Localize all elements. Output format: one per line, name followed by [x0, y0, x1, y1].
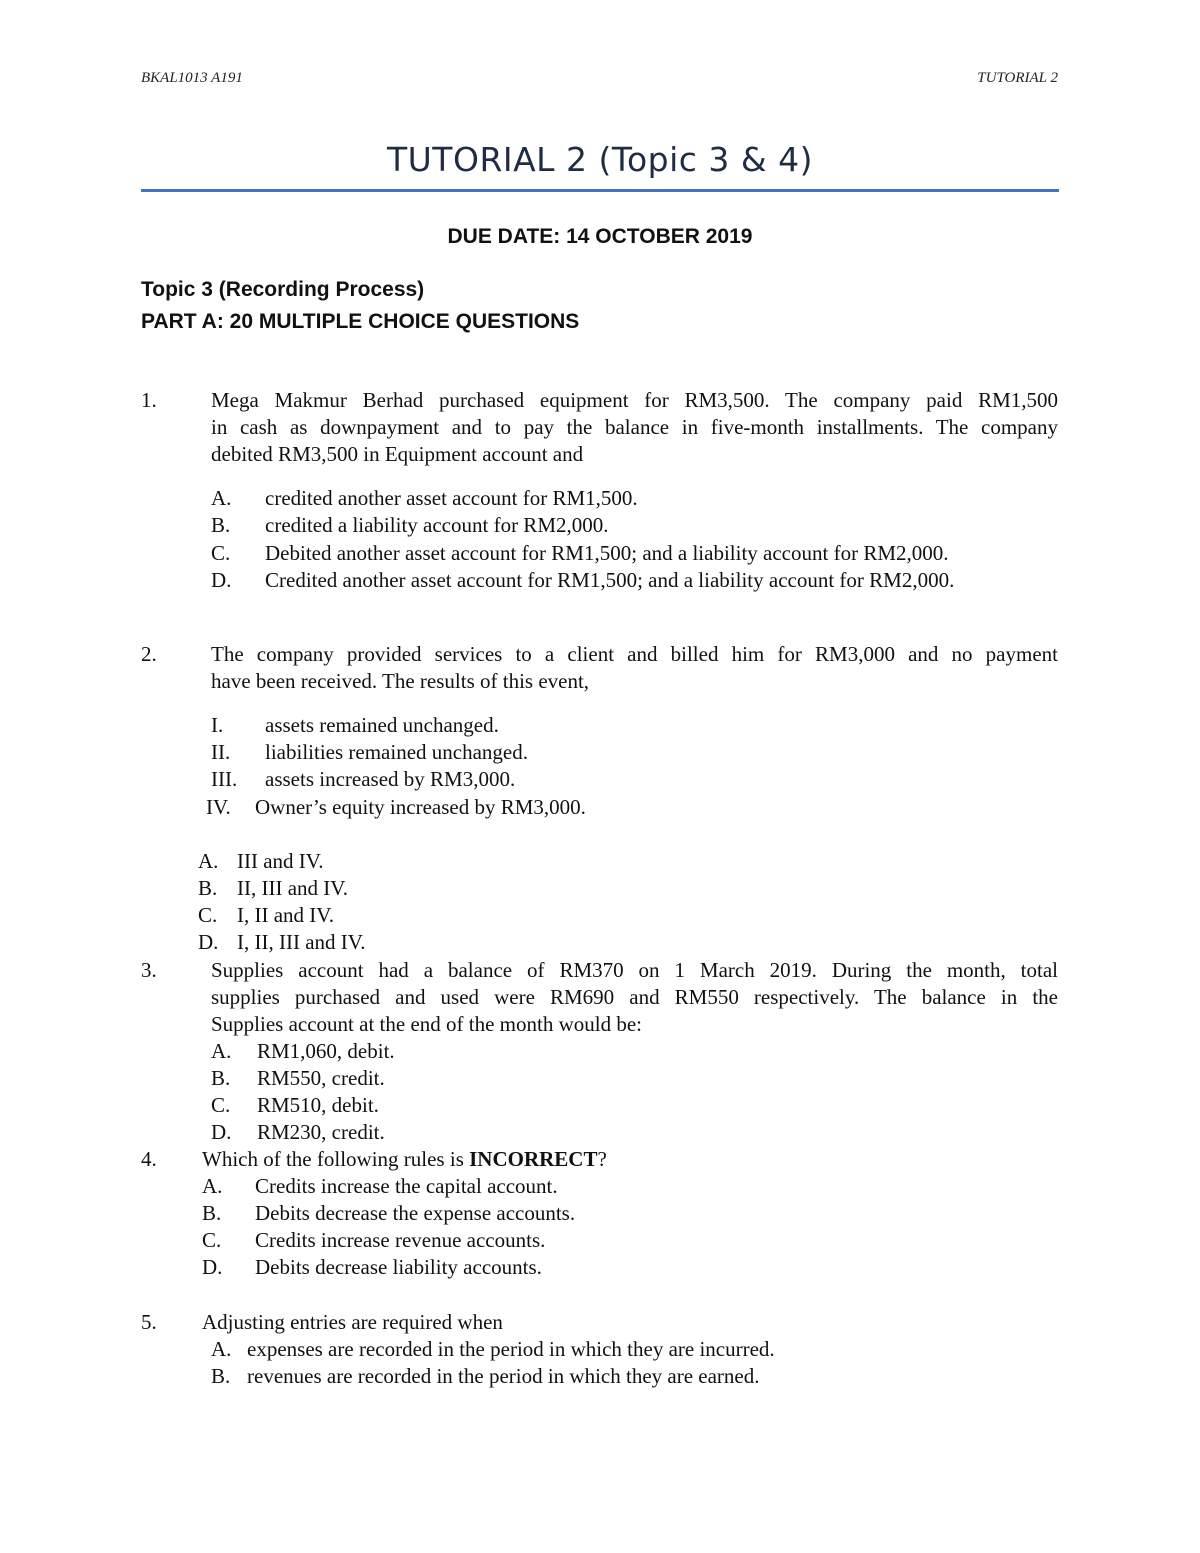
question-stem	[211, 957, 1058, 1038]
option-letter: D.	[202, 1255, 223, 1279]
stem-line: in cash as downpayment and to pay the balance in five-month installments. The company	[211, 415, 1058, 439]
option-text: III and IV.	[237, 849, 324, 873]
option-letter: A.	[198, 849, 219, 873]
option-text: I, II and IV.	[237, 903, 335, 927]
title-underline	[141, 189, 1059, 192]
option-letter: C.	[211, 541, 231, 565]
option-letter: D.	[211, 568, 232, 592]
option-letter: B.	[211, 1066, 231, 1090]
option-text: I, II, III and IV.	[237, 930, 366, 954]
stem-emphasis: INCORRECT	[469, 1147, 598, 1171]
question-number: 2.	[141, 642, 157, 666]
option-text: Debits decrease the expense accounts.	[255, 1201, 576, 1225]
option-letter: A.	[202, 1174, 223, 1198]
statement-text: Owner’s equity increased by RM3,000.	[255, 795, 586, 819]
option-letter: A.	[211, 1337, 232, 1361]
option-letter: C.	[198, 903, 218, 927]
question-stem	[211, 641, 1058, 695]
option-letter: B.	[211, 1364, 231, 1388]
option-letter: D.	[198, 930, 219, 954]
statement-numeral: I.	[211, 713, 224, 737]
option-text: RM1,060, debit.	[257, 1039, 395, 1063]
option-text: Credited another asset account for RM1,500; and a liability account for RM2,000.	[265, 568, 955, 592]
due-date: DUE DATE: 14 OCTOBER 2019	[447, 225, 753, 248]
statement-text: assets increased by RM3,000.	[265, 767, 516, 791]
page-title: TUTORIAL 2 (Topic 3 & 4)	[387, 140, 813, 179]
stem-line: Supplies account had a balance of RM370 on 1 March 2019. During the month, total	[211, 958, 1058, 982]
option-text: Credits increase the capital account.	[255, 1174, 558, 1198]
option-text: Debits decrease liability accounts.	[255, 1255, 542, 1279]
question-number: 3.	[141, 958, 157, 982]
statement-numeral: III.	[211, 767, 238, 791]
option-letter: A.	[211, 486, 232, 510]
option-letter: C.	[211, 1093, 231, 1117]
option-letter: C.	[202, 1228, 222, 1252]
option-text: RM510, debit.	[257, 1093, 379, 1117]
part-heading: PART A: 20 MULTIPLE CHOICE QUESTIONS	[141, 310, 580, 333]
option-text: RM230, credit.	[257, 1120, 385, 1144]
stem-line: Supplies account at the end of the month would be:	[211, 1012, 642, 1036]
statement-text: assets remained unchanged.	[265, 713, 499, 737]
question-number: 1.	[141, 388, 157, 412]
option-text: Credits increase revenue accounts.	[255, 1228, 546, 1252]
option-text: credited another asset account for RM1,500.	[265, 486, 638, 510]
header-tutorial-label: TUTORIAL 2	[977, 70, 1058, 86]
option-letter: B.	[202, 1201, 222, 1225]
option-letter: B.	[198, 876, 218, 900]
question-stem	[202, 1146, 607, 1173]
option-text: credited a liability account for RM2,000.	[265, 513, 609, 537]
option-text: revenues are recorded in the period in which they are earned.	[247, 1364, 760, 1388]
statement-text: liabilities remained unchanged.	[265, 740, 528, 764]
stem-line: have been received. The results of this event,	[211, 669, 590, 693]
stem-line: supplies purchased and used were RM690 and RM550 respectively. The balance in the	[211, 985, 1058, 1009]
question-stem: Adjusting entries are required when	[202, 1310, 503, 1334]
statement-numeral: IV.	[206, 795, 231, 819]
option-letter: D.	[211, 1120, 232, 1144]
question-stem	[211, 387, 1058, 468]
statement-numeral: II.	[211, 740, 231, 764]
option-text: RM550, credit.	[257, 1066, 385, 1090]
header-course-code: BKAL1013 A191	[141, 70, 243, 86]
topic-heading: Topic 3 (Recording Process)	[141, 278, 425, 301]
option-text: expenses are recorded in the period in which they are incurred.	[247, 1337, 775, 1361]
stem-line: Mega Makmur Berhad purchased equipment for RM3,500. The company paid RM1,500	[211, 388, 1058, 412]
question-number: 4.	[141, 1147, 157, 1171]
stem-text-end: ?	[597, 1147, 607, 1171]
stem-line: debited RM3,500 in Equipment account and	[211, 442, 584, 466]
option-letter: B.	[211, 513, 231, 537]
option-letter: A.	[211, 1039, 232, 1063]
question-number: 5.	[141, 1310, 157, 1334]
option-text: Debited another asset account for RM1,500; and a liability account for RM2,000.	[265, 541, 949, 565]
stem-text: Which of the following rules is	[202, 1147, 470, 1171]
option-text: II, III and IV.	[237, 876, 348, 900]
stem-line: The company provided services to a client and billed him for RM3,000 and no payment	[211, 642, 1058, 666]
